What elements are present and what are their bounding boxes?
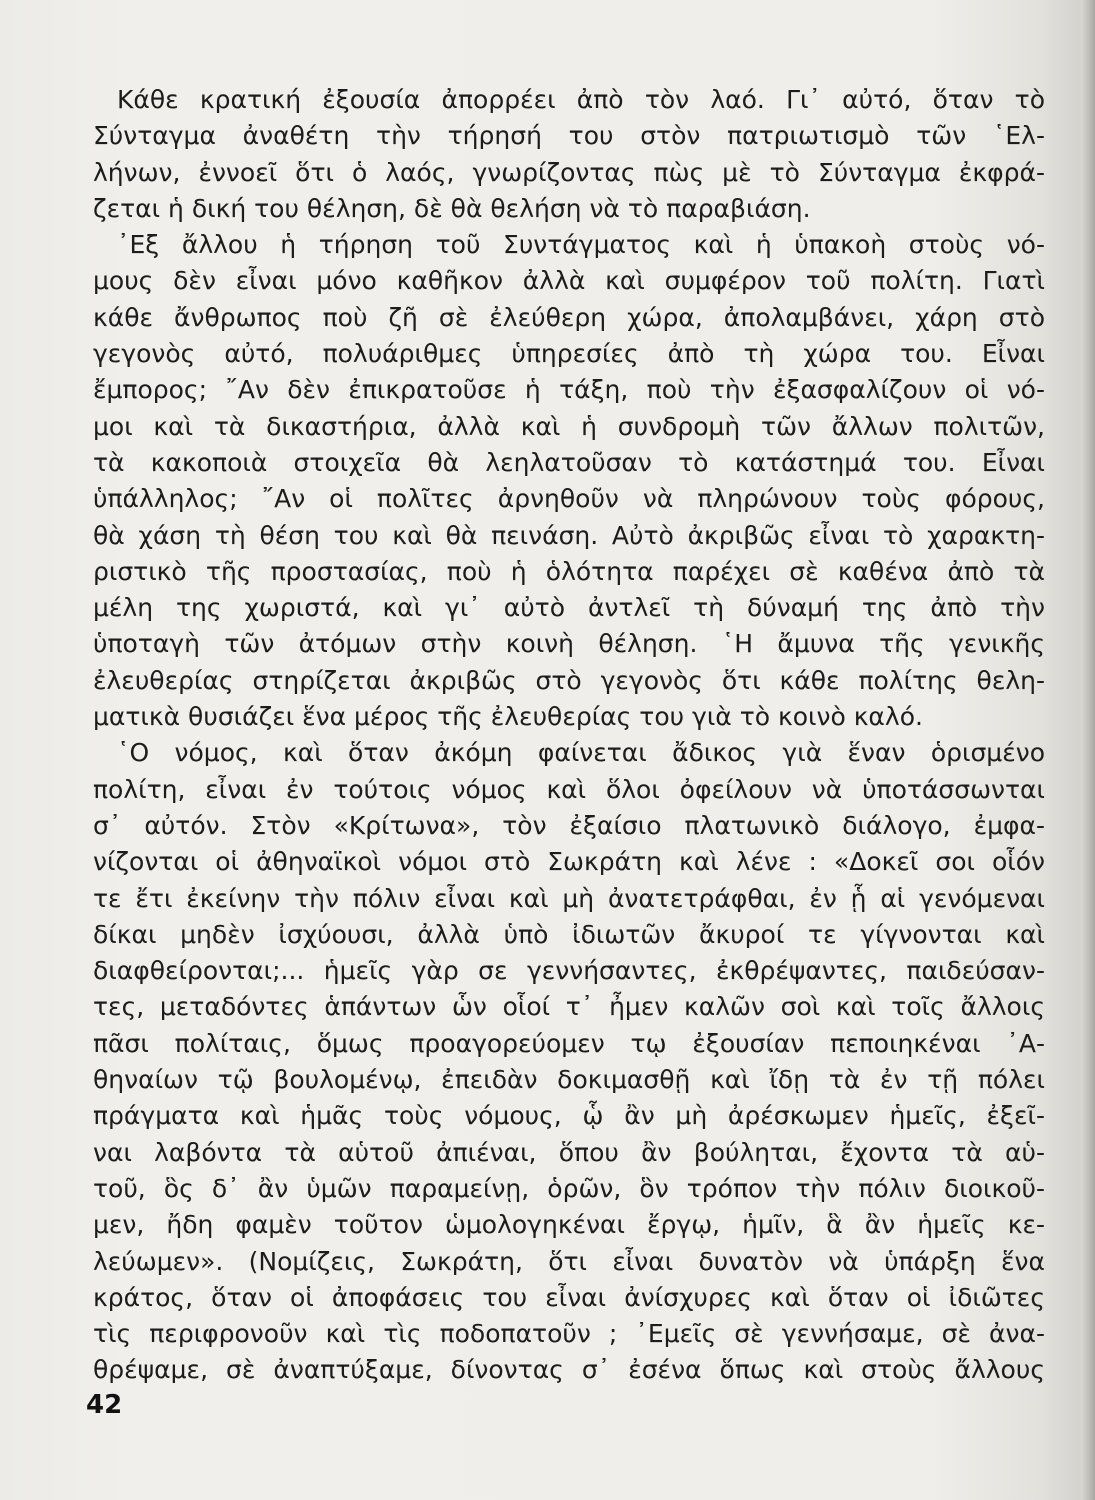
- text-line: τε ἔτι ἐκείνην τὴν πόλιν εἶναι καὶ μὴ ἀνατετράφθαι, ἐν ᾗ αἱ γενόμεναι: [93, 883, 1045, 913]
- text-line: τοῦ, ὃς δ᾿ ἂν ὑμῶν παραμείνῃ, ὁρῶν, ὃν τρόπον τὴν πόλιν διοικοῦ-: [93, 1173, 1045, 1203]
- text-line: ῾Ο νόμος, καὶ ὅταν ἀκόμη φαίνεται ἄδικος γιὰ ἕναν ὁρισμένο: [117, 738, 1045, 768]
- text-line: μέλη της χωριστά, καὶ γι᾿ αὐτὸ ἀντλεῖ τὴ δύναμή της ἀπὸ τὴν: [93, 593, 1045, 623]
- text-line: Κάθε κρατική ἐξουσία ἀπορρέει ἀπὸ τὸν λαό. Γι᾿ αὐτό, ὅταν τὸ: [117, 85, 1045, 114]
- text-line: μοι καὶ τὰ δικαστήρια, ἀλλὰ καὶ ἡ συνδρομὴ τῶν ἄλλων πολιτῶν,: [93, 411, 1045, 441]
- text-line: θρέψαμε, σὲ ἀναπτύξαμε, δίνοντας σ᾿ ἐσένα ὅπως καὶ στοὺς ἄλλους: [93, 1355, 1045, 1385]
- text-line: ζεται ἡ δική του θέληση, δὲ θὰ θελήση νὰ τὸ παραβιάση.: [93, 193, 811, 223]
- text-line: κάθε ἄνθρωπος ποὺ ζῆ σὲ ἐλεύθερη χώρα, ἀπολαμβάνει, χάρη στὸ: [93, 302, 1045, 332]
- text-line: τὶς περιφρονοῦν καὶ τὶς ποδοπατοῦν ; ᾿Εμεῖς σὲ γεννήσαμε, σὲ ἀνα-: [93, 1319, 1045, 1349]
- text-line: θηναίων τῷ βουλομένῳ, ἐπειδὰν δοκιμασθῇ καὶ ἴδῃ τὰ ἐν τῇ πόλει: [93, 1065, 1045, 1095]
- text-line: μεν, ἤδη φαμὲν τοῦτον ὡμολογηκέναι ἔργῳ, ἡμῖν, ἃ ἂν ἡμεῖς κε-: [93, 1210, 1045, 1240]
- text-line: νίζονται οἱ ἀθηναϊκοὶ νόμοι στὸ Σωκράτη καὶ λένε : «Δοκεῖ σοι οἷόν: [93, 847, 1045, 877]
- text-line: κράτος, ὅταν οἱ ἀποφάσεις του εἶναι ἀνίσχυρες καὶ ὅταν οἱ ἰδιῶτες: [93, 1282, 1045, 1312]
- page-binding-edge: [1081, 0, 1095, 1500]
- text-line: σ᾿ αὐτόν. Στὸν «Κρίτωνα», τὸν ἐξαίσιο πλατωνικὸ διάλογο, ἐμφα-: [93, 810, 1045, 840]
- text-line: τὰ κακοποιὰ στοιχεῖα θὰ λεηλατοῦσαν τὸ κατάστημά του. Εἶναι: [93, 447, 1045, 477]
- text-line: πολίτη, εἶναι ἐν τούτοις νόμος καὶ ὅλοι ὀφείλουν νὰ ὑποτάσσωνται: [93, 774, 1045, 804]
- text-line: πᾶσι πολίταις, ὅμως προαγορεύομεν τῳ ἐξουσίαν πεποιηκέναι ᾿Α-: [93, 1028, 1045, 1058]
- text-line: ναι λαβόντα τὰ αὑτοῦ ἀπιέναι, ὅπου ἂν βούληται, ἔχοντα τὰ αὑ-: [93, 1137, 1045, 1167]
- text-line: μους δὲν εἶναι μόνο καθῆκον ἀλλὰ καὶ συμφέρον τοῦ πολίτη. Γιατὶ: [93, 266, 1045, 296]
- text-line: ἐλευθερίας στηρίζεται ἀκριβῶς στὸ γεγονὸς ὅτι κάθε πολίτης θελη-: [93, 665, 1045, 695]
- text-line: Σύνταγμα ἀναθέτη τὴν τήρησή του στὸν πατριωτισμὸ τῶν ῾Ελ-: [93, 121, 1045, 151]
- text-line: ὑποταγὴ τῶν ἀτόμων στὴν κοινὴ θέληση. ῾Η ἄμυνα τῆς γενικῆς: [93, 629, 1045, 659]
- text-line: δίκαι μηδὲν ἰσχύουσι, ἀλλὰ ὑπὸ ἰδιωτῶν ἄκυροί τε γίγνονται καὶ: [93, 919, 1045, 949]
- text-line: γεγονὸς αὐτό, πολυάριθμες ὑπηρεσίες ἀπὸ τὴ χώρα του. Εἶναι: [93, 339, 1045, 369]
- text-line: ἔμπορος; ῎Αν δὲν ἐπικρατοῦσε ἡ τάξη, ποὺ τὴν ἐξασφαλίζουν οἱ νό-: [93, 375, 1045, 405]
- text-line: πράγματα καὶ ἡμᾶς τοὺς νόμους, ᾧ ἂν μὴ ἀρέσκωμεν ἡμεῖς, ἐξεῖ-: [93, 1101, 1045, 1131]
- text-line: διαφθείρονται;... ἡμεῖς γὰρ σε γεννήσαντες, ἐκθρέψαντες, παιδεύσαν-: [93, 956, 1045, 986]
- text-line: ριστικὸ τῆς προστασίας, ποὺ ἡ ὁλότητα παρέχει σὲ καθένα ἀπὸ τὰ: [93, 556, 1045, 586]
- body-text: [93, 82, 1045, 1389]
- text-line: ὑπάλληλος; ῎Αν οἱ πολῖτες ἀρνηθοῦν νὰ πληρώνουν τοὺς φόρους,: [93, 484, 1045, 514]
- text-line: λεύωμεν». (Νομίζεις, Σωκράτη, ὅτι εἶναι δυνατὸν νὰ ὑπάρξη ἕνα: [93, 1246, 1045, 1276]
- text-line: τες, μεταδόντες ἁπάντων ὧν οἷοί τ᾿ ἦμεν καλῶν σοὶ καὶ τοῖς ἄλλοις: [93, 992, 1045, 1022]
- text-line: θὰ χάση τὴ θέση του καὶ θὰ πεινάση. Αὐτὸ ἀκριβῶς εἶναι τὸ χαρακτη-: [93, 520, 1045, 550]
- text-line: ᾿Εξ ἄλλου ἡ τήρηση τοῦ Συντάγματος καὶ ἡ ὑπακοὴ στοὺς νό-: [117, 230, 1045, 260]
- text-line: ματικὰ θυσιάζει ἕνα μέρος τῆς ἐλευθερίας του γιὰ τὸ κοινὸ καλό.: [93, 702, 923, 732]
- page-number: 42: [86, 1390, 123, 1420]
- text-line: λήνων, ἐννοεῖ ὅτι ὁ λαός, γνωρίζοντας πὼς μὲ τὸ Σύνταγμα ἐκφρά-: [93, 157, 1045, 187]
